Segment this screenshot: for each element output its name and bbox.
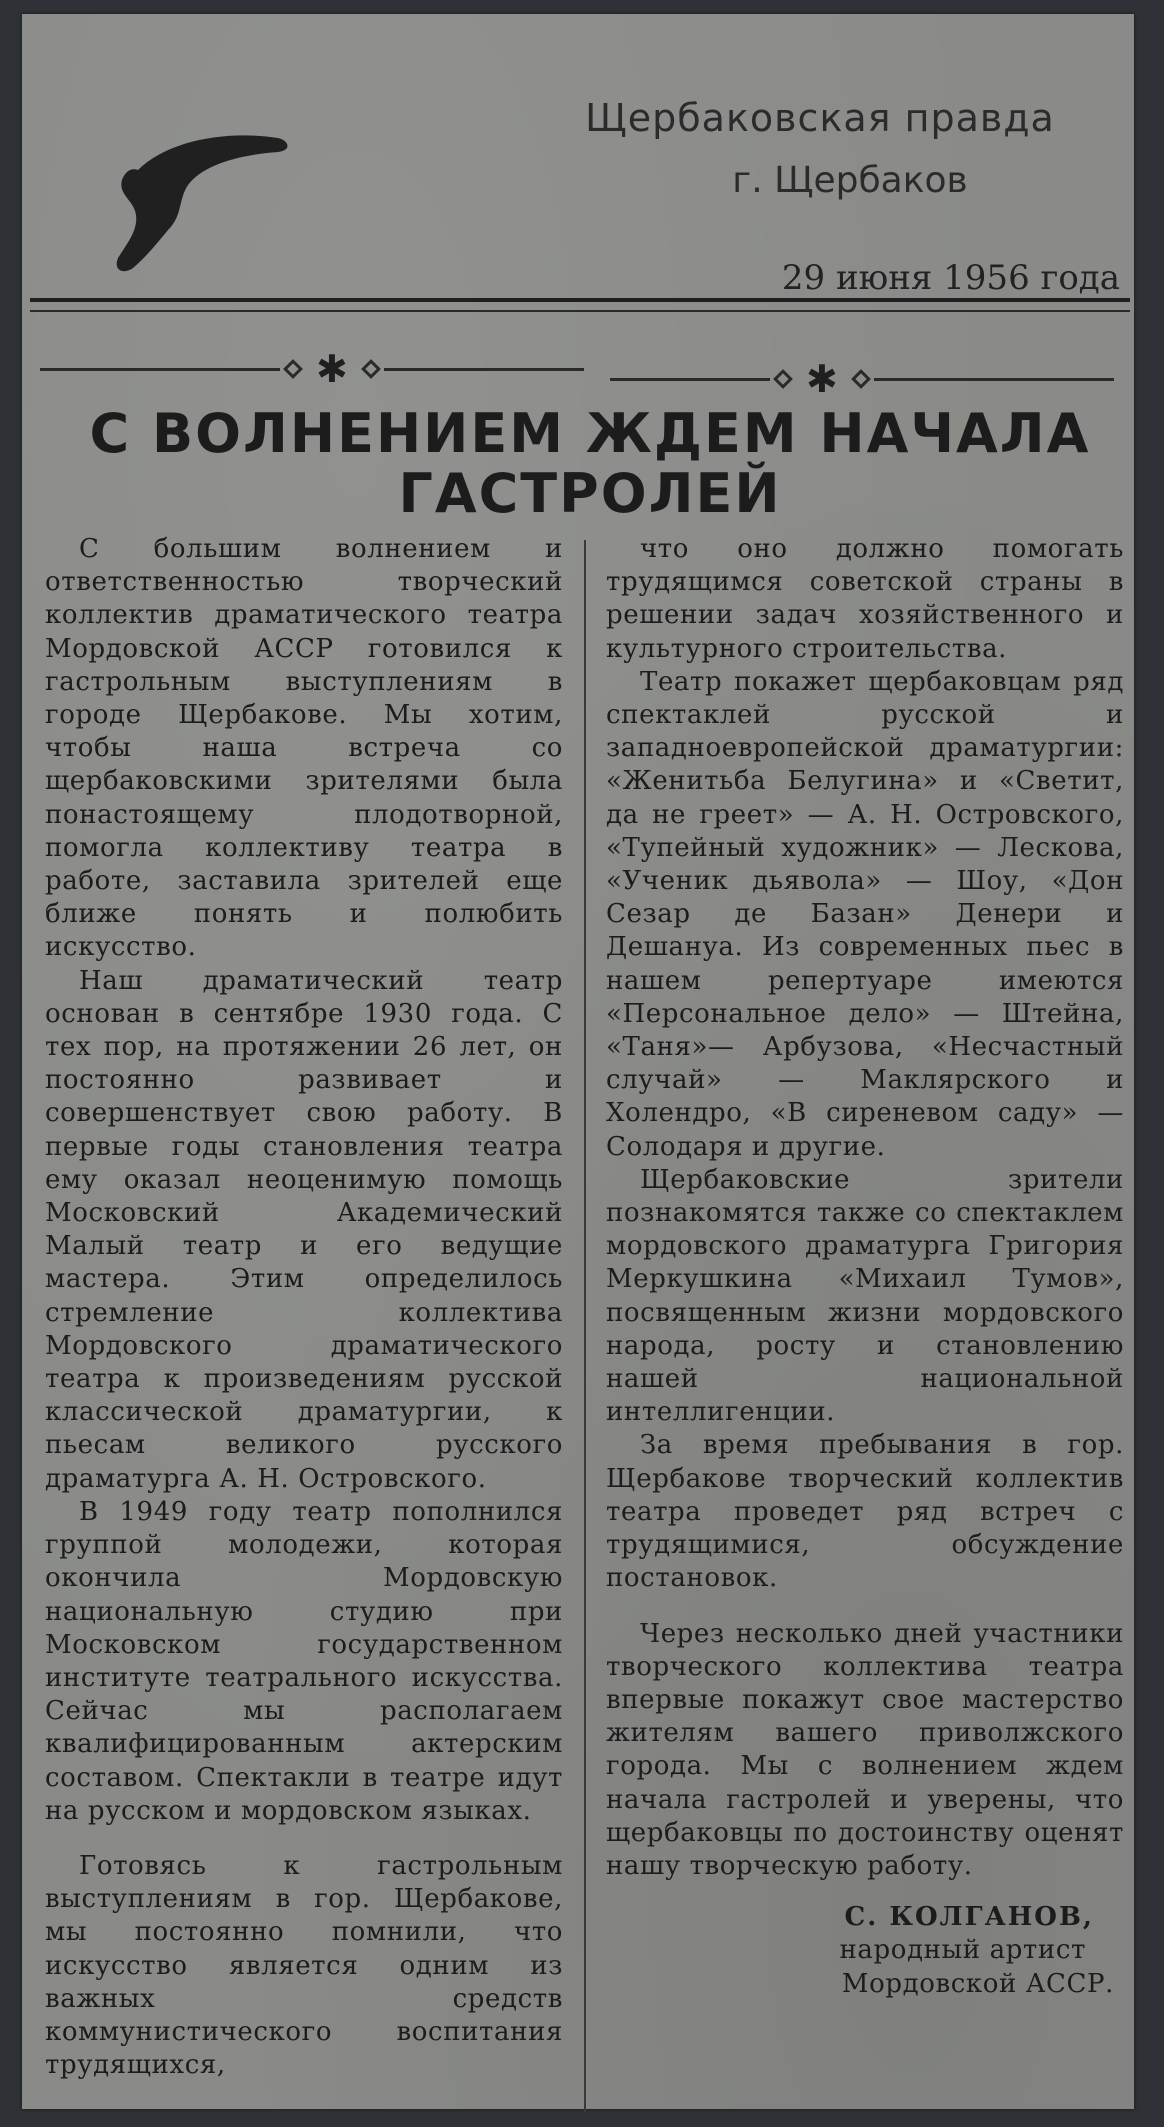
asterisk-icon: ✱ xyxy=(806,357,838,401)
paragraph: Готовясь к гастрольным выступлениям в гор. Щербакове, мы постоянно помнили, что искусство является одним из важных средств коммунистического воспитания трудящихся, xyxy=(45,1850,563,2081)
author-title-line-2: Мордовской АССР. xyxy=(841,1968,1114,1999)
column-divider xyxy=(584,540,586,2112)
header-rule-thin xyxy=(30,310,1130,312)
headline-line-2: ГАСТРОЛЕЙ xyxy=(398,462,782,525)
paragraph: Наш драматический театр основан в сентябре 1930 года. С тех пор, на протяжении 26 лет, он постоянно развивает и совершенствует свою работу. В первые годы становления театра ему оказал неоценимую помощь Московский Академический Малый театр и его ведущие мастера. Этим определилось стремление коллектива Мордовского драматического театра к произведениям русской классической драматургии, к пьесам великого русского драматурга А. Н. Островского. xyxy=(45,965,563,1494)
newspaper-city: г. Щербаков xyxy=(732,160,968,201)
author-name: С. КОЛГАНОВ, xyxy=(844,1902,1094,1933)
paragraph: Через несколько дней участники творческого коллектива театра впервые покажут свое мастерство жителям вашего приволжского города. Мы с волнением ждем начала гастролей и уверены, что щербаковцы по достоинству оценят нашу творческую работу. xyxy=(606,1618,1124,1881)
author-title: народный артист xyxy=(839,1935,1086,1966)
headline-ornament-right xyxy=(610,357,1114,401)
article-column-left xyxy=(45,533,563,2082)
header-rule xyxy=(30,298,1130,302)
author-signature xyxy=(606,1901,1124,2001)
headline-line-1: С ВОЛНЕНИЕМ ЖДЕМ НАЧАЛА xyxy=(89,402,1091,465)
newspaper-name: Щербаковская правда xyxy=(585,96,1055,140)
article-column-right xyxy=(606,533,1124,2001)
issue-date: 29 июня 1956 года xyxy=(781,258,1120,298)
ink-blot-mark xyxy=(108,130,298,280)
paragraph: Театр покажет щербаковцам ряд спектаклей русской и западноевропейской драматургии: «Женитьба Белугина» и «Светит, да не греет» — А. Н. Островского, «Тупейный художник» — Лескова, «Ученик дьявола» — Шоу, «Дон Сезар де Базан» Денери и Дешануа. Из современных пьес в нашем репертуаре имеются «Персональное дело» — Штейна, «Таня»— Арбузова, «Несчастный случай» — Маклярского и Холендро, «В сиреневом саду» — Солодаря и другие. xyxy=(606,666,1124,1162)
asterisk-icon: ✱ xyxy=(316,347,348,391)
paragraph: В 1949 году театр пополнился группой молодежи, которая окончила Мордовскую национальную студию при Московском государственном институте театрального искусства. Сейчас мы располагаем квалифицированным актерским составом. Спектакли в театре идут на русском и мордовском языках. xyxy=(45,1496,563,1826)
headline-ornament-left xyxy=(40,347,584,391)
article-headline xyxy=(60,404,1120,524)
paragraph: За время пребывания в гор. Щербакове творческий коллектив театра проведет ряд встреч с трудящимися, обсуждение постановок. xyxy=(606,1430,1124,1594)
paragraph: С большим волнением и ответственностью творческий коллектив драматического театра Мордовской АССР готовился к гастрольным выступлениям в городе Щербакове. Мы хотим, чтобы наша встреча со щербаковскими зрителями была понастоящему плодотворной, помогла коллективу театра в работе, заставила зрителей еще ближе понять и полюбить искусство. xyxy=(45,534,563,963)
paragraph: что оно должно помогать трудящимся советской страны в решении задач хозяйственного и культурного строительства. xyxy=(606,534,1124,664)
paragraph: Щербаковские зрители познакомятся также со спектаклем мордовского драматурга Григория Меркушкина «Михаил Тумов», посвященным жизни мордовского народа, росту и становлению нашей национальной интеллигенции. xyxy=(606,1164,1124,1428)
